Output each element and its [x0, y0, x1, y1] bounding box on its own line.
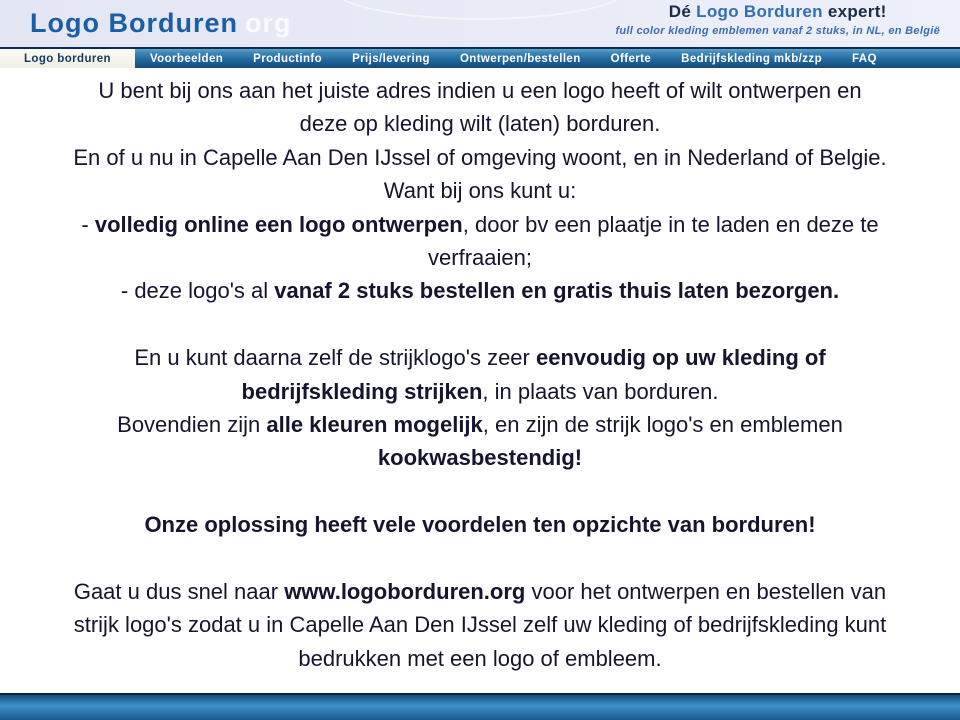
text-segment: En u kunt daarna zelf de strijklogo's zeer	[134, 345, 536, 371]
text-line	[0, 74, 960, 107]
nav-tab-voorbeelden[interactable]: Voorbeelden	[149, 52, 224, 65]
text-segment: deze op kleding wilt (laten) borduren.	[299, 111, 661, 137]
text-segment: voor het ontwerpen en bestellen van	[525, 578, 887, 604]
header	[0, 0, 960, 47]
blank-line	[0, 541, 960, 574]
nav-tab-logo-borduren[interactable]: Logo borduren	[0, 49, 135, 68]
tagline-brand: Logo Borduren	[696, 2, 823, 21]
text-line	[0, 208, 960, 241]
text-segment: alle kleuren mogelijk	[266, 411, 483, 437]
text-segment: - deze logo's al	[120, 278, 275, 304]
text-segment: U bent bij ons aan het juiste adres indien u een logo heeft of wilt ontwerpen en	[98, 78, 862, 103]
main-content	[0, 68, 960, 693]
text-line	[0, 141, 960, 174]
text-segment: vanaf 2 stuks bestellen en gratis thuis laten bezorgen.	[274, 278, 840, 304]
text-segment: En of u nu in Capelle Aan Den IJssel of omgeving woont, en in Nederland of Belgie.	[73, 144, 887, 170]
nav-tab-faq[interactable]: FAQ	[852, 52, 877, 65]
text-line	[0, 642, 960, 675]
tagline-title	[615, 2, 940, 22]
text-line	[0, 575, 960, 608]
tagline-subtitle: full color kleding emblemen vanaf 2 stuks, in NL, en België	[615, 25, 940, 37]
nav-tab-ontwerpen-bestellen[interactable]: Ontwerpen/bestellen	[459, 52, 581, 65]
text-segment: bedrukken met een logo of embleem.	[298, 645, 662, 671]
website-url: www.logoborduren.org	[284, 578, 526, 604]
blank-line	[0, 475, 960, 508]
site-logo[interactable]	[30, 8, 291, 39]
tagline-prefix: Dé	[668, 2, 697, 21]
blank-line	[0, 308, 960, 341]
nav-tab-bedrijfskleding-mkb-zzp[interactable]: Bedrijfskleding mkb/zzp	[681, 52, 823, 65]
text-segment: , en zijn de strijk logo's en emblemen	[482, 411, 843, 437]
text-segment: Want bij ons kunt u:	[383, 178, 577, 204]
text-segment: Onze oplossing heeft vele voordelen ten opzichte van borduren!	[144, 512, 816, 538]
text-line	[0, 341, 960, 374]
text-segment: , door bv een plaatje in te laden en deze te	[462, 211, 879, 237]
text-segment: -	[81, 211, 95, 237]
text-line	[0, 441, 960, 474]
logo-suffix: org	[244, 8, 292, 38]
text-segment: Bovendien zijn	[117, 411, 267, 437]
text-segment: strijk logo's zodat u in Capelle Aan Den IJssel zelf uw kleding of bedrijfskleding kunt	[73, 612, 887, 638]
text-line	[0, 107, 960, 140]
text-segment: bedrijfskleding strijken	[241, 378, 483, 404]
main-nav	[0, 47, 960, 68]
text-segment: volledig online een logo ontwerpen	[94, 211, 463, 237]
text-line	[0, 608, 960, 641]
nav-tab-offerte[interactable]: Offerte	[610, 52, 652, 65]
footer-bar	[0, 693, 960, 720]
text-line	[0, 241, 960, 274]
logo-text: Logo Borduren	[30, 8, 238, 38]
text-line	[0, 508, 960, 541]
nav-tab-prijs-levering[interactable]: Prijs/levering	[352, 52, 430, 65]
text-line	[0, 408, 960, 441]
header-watermark-arc	[330, 0, 630, 20]
text-line	[0, 375, 960, 408]
tagline	[615, 2, 940, 37]
tagline-suffix: expert!	[822, 2, 887, 21]
text-line	[0, 274, 960, 307]
text-segment: Gaat u dus snel naar	[73, 578, 285, 604]
text-line	[0, 174, 960, 207]
nav-tab-productinfo[interactable]: Productinfo	[253, 52, 323, 65]
text-segment: kookwasbestendig!	[377, 445, 583, 471]
text-segment: , in plaats van borduren.	[482, 378, 719, 404]
text-segment: verfraaien;	[428, 244, 532, 270]
text-segment: eenvoudig op uw kleding of	[535, 345, 826, 371]
